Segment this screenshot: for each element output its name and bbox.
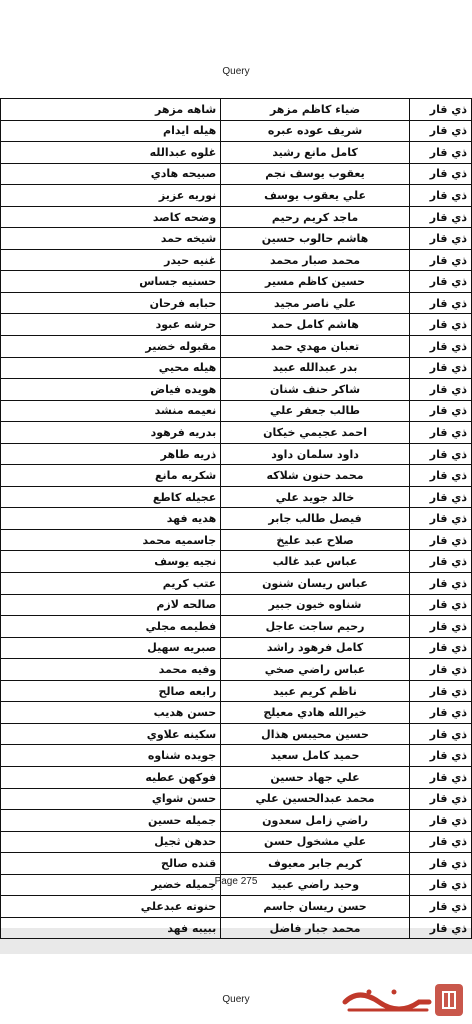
mother-name-cell: عتب كريم xyxy=(1,573,221,595)
name-cell: فيصل طالب جابر xyxy=(221,508,410,530)
table-row xyxy=(1,702,472,724)
table-row xyxy=(1,357,472,379)
province-cell: ذي قار xyxy=(409,810,471,832)
province-cell: ذي قار xyxy=(409,142,471,164)
table-row xyxy=(1,465,472,487)
name-cell: يعقوب يوسف نجم xyxy=(221,163,410,185)
page-number: Page 275 xyxy=(214,876,258,887)
name-cell: علي جهاد حسين xyxy=(221,766,410,788)
name-cell: تعبان مهدي حمد xyxy=(221,336,410,358)
mother-name-cell: جميله خضير xyxy=(1,874,221,896)
table-row xyxy=(1,917,472,939)
mother-name-cell: هيله محيي xyxy=(1,357,221,379)
table-row xyxy=(1,529,472,551)
table-row xyxy=(1,573,472,595)
province-cell: ذي قار xyxy=(409,249,471,271)
mother-name-cell: صبيحه هادي xyxy=(1,163,221,185)
mother-name-cell: صالحه لازم xyxy=(1,594,221,616)
province-cell: ذي قار xyxy=(409,874,471,896)
name-cell: خيرالله هادي معيلج xyxy=(221,702,410,724)
mother-name-cell: نعيمه منشد xyxy=(1,400,221,422)
province-cell: ذي قار xyxy=(409,228,471,250)
mother-name-cell: حنوته عبدعلي xyxy=(1,896,221,918)
name-cell: راضي زامل سعدون xyxy=(221,810,410,832)
mother-name-cell: صبريه سهيل xyxy=(1,637,221,659)
name-cell: هاشم حالوب حسين xyxy=(221,228,410,250)
name-cell: علي مشخول حسن xyxy=(221,831,410,853)
name-cell: رحيم ساجت عاجل xyxy=(221,616,410,638)
table-row xyxy=(1,508,472,530)
table-row xyxy=(1,271,472,293)
table-row xyxy=(1,788,472,810)
mother-name-cell: حدهن ثجيل xyxy=(1,831,221,853)
province-cell: ذي قار xyxy=(409,508,471,530)
province-cell: ذي قار xyxy=(409,357,471,379)
page-header-next: Query xyxy=(222,994,250,1005)
name-cell: محمد صبار محمد xyxy=(221,249,410,271)
province-cell: ذي قار xyxy=(409,292,471,314)
mother-name-cell: شاهه مزهر xyxy=(1,99,221,121)
name-cell: شاكر حنف شنان xyxy=(221,379,410,401)
province-cell: ذي قار xyxy=(409,185,471,207)
name-cell: بدر عبدالله عبيد xyxy=(221,357,410,379)
name-cell: حسن ريسان جاسم xyxy=(221,896,410,918)
province-cell: ذي قار xyxy=(409,379,471,401)
name-cell: علي ناصر مجيد xyxy=(221,292,410,314)
name-cell: عباس راضي صخي xyxy=(221,659,410,681)
mother-name-cell: حسن هديب xyxy=(1,702,221,724)
province-cell: ذي قار xyxy=(409,702,471,724)
province-cell: ذي قار xyxy=(409,831,471,853)
province-cell: ذي قار xyxy=(409,336,471,358)
table-row xyxy=(1,120,472,142)
province-cell: ذي قار xyxy=(409,163,471,185)
province-cell: ذي قار xyxy=(409,271,471,293)
name-cell: عباس ريسان شنون xyxy=(221,573,410,595)
page-header: Query xyxy=(222,66,250,77)
province-cell: ذي قار xyxy=(409,551,471,573)
province-cell: ذي قار xyxy=(409,723,471,745)
province-cell: ذي قار xyxy=(409,745,471,767)
table-row xyxy=(1,422,472,444)
table-row xyxy=(1,853,472,875)
records-table xyxy=(0,98,472,939)
table-row xyxy=(1,637,472,659)
province-cell: ذي قار xyxy=(409,917,471,939)
province-cell: ذي قار xyxy=(409,766,471,788)
table-row xyxy=(1,766,472,788)
mother-name-cell: قنده صالح xyxy=(1,853,221,875)
site-logo-watermark xyxy=(339,980,464,1020)
mother-name-cell: شيخه حمد xyxy=(1,228,221,250)
table-row xyxy=(1,551,472,573)
mother-name-cell: هيله ايدام xyxy=(1,120,221,142)
mother-name-cell: مقبوله خضير xyxy=(1,336,221,358)
province-cell: ذي قار xyxy=(409,400,471,422)
table-row xyxy=(1,142,472,164)
province-cell: ذي قار xyxy=(409,422,471,444)
name-cell: حميد كامل سعيد xyxy=(221,745,410,767)
name-cell: كريم جابر معيوف xyxy=(221,853,410,875)
name-cell: صلاح عبد عليخ xyxy=(221,529,410,551)
mother-name-cell: نجيه يوسف xyxy=(1,551,221,573)
mother-name-cell: بدريه فرهود xyxy=(1,422,221,444)
table-row xyxy=(1,163,472,185)
name-cell: شريف عوده عبره xyxy=(221,120,410,142)
name-cell: شناوه خيون جبير xyxy=(221,594,410,616)
name-cell: خالد جويد علي xyxy=(221,486,410,508)
table-row xyxy=(1,292,472,314)
province-cell: ذي قار xyxy=(409,853,471,875)
province-cell: ذي قار xyxy=(409,659,471,681)
mother-name-cell: ببيبه فهد xyxy=(1,917,221,939)
table-row xyxy=(1,185,472,207)
table-row xyxy=(1,400,472,422)
table-row xyxy=(1,745,472,767)
table-row xyxy=(1,336,472,358)
mother-name-cell: هديه فهد xyxy=(1,508,221,530)
mother-name-cell: ذريه طاهر xyxy=(1,443,221,465)
mother-name-cell: جاسميه محمد xyxy=(1,529,221,551)
table-row xyxy=(1,206,472,228)
name-cell: داود سلمان داود xyxy=(221,443,410,465)
table-row xyxy=(1,594,472,616)
records-table-body xyxy=(1,99,472,939)
mother-name-cell: حسن شواي xyxy=(1,788,221,810)
mother-name-cell: حسنيه جساس xyxy=(1,271,221,293)
province-cell: ذي قار xyxy=(409,206,471,228)
name-cell: محمد جبار فاضل xyxy=(221,917,410,939)
province-cell: ذي قار xyxy=(409,788,471,810)
province-cell: ذي قار xyxy=(409,99,471,121)
name-cell: ناظم كريم عبيد xyxy=(221,680,410,702)
table-row xyxy=(1,486,472,508)
mother-name-cell: جميله حسين xyxy=(1,810,221,832)
name-cell: محمد عبدالحسين علي xyxy=(221,788,410,810)
mother-name-cell: جويده شناوه xyxy=(1,745,221,767)
province-cell: ذي قار xyxy=(409,443,471,465)
mother-name-cell: نوريه عزيز xyxy=(1,185,221,207)
mother-name-cell: وفيه محمد xyxy=(1,659,221,681)
table-row xyxy=(1,723,472,745)
province-cell: ذي قار xyxy=(409,486,471,508)
province-cell: ذي قار xyxy=(409,465,471,487)
name-cell: وحيد راضي عبيد xyxy=(221,874,410,896)
name-cell: احمد عجيمي خيكان xyxy=(221,422,410,444)
table-row xyxy=(1,896,472,918)
table-row xyxy=(1,810,472,832)
table-row xyxy=(1,831,472,853)
province-cell: ذي قار xyxy=(409,637,471,659)
province-cell: ذي قار xyxy=(409,594,471,616)
logo-image xyxy=(339,980,464,1020)
mother-name-cell: غلوه عبدالله xyxy=(1,142,221,164)
name-cell: محمد حنون شلاكه xyxy=(221,465,410,487)
table-row xyxy=(1,443,472,465)
name-cell: ضياء كاظم مزهر xyxy=(221,99,410,121)
name-cell: كامل مانع رشيد xyxy=(221,142,410,164)
name-cell: ماجد كريم رحيم xyxy=(221,206,410,228)
mother-name-cell: فوكهن عطيه xyxy=(1,766,221,788)
name-cell: هاشم كامل حمد xyxy=(221,314,410,336)
mother-name-cell: حرشه عبود xyxy=(1,314,221,336)
mother-name-cell: هويده فياض xyxy=(1,379,221,401)
table-row xyxy=(1,99,472,121)
mother-name-cell: رابعه صالح xyxy=(1,680,221,702)
province-cell: ذي قار xyxy=(409,314,471,336)
table-row xyxy=(1,249,472,271)
mother-name-cell: فطيمه مجلي xyxy=(1,616,221,638)
province-cell: ذي قار xyxy=(409,616,471,638)
mother-name-cell: شكريه مانع xyxy=(1,465,221,487)
name-cell: كامل فرهود راشد xyxy=(221,637,410,659)
table-row xyxy=(1,379,472,401)
mother-name-cell: وضحه كاصد xyxy=(1,206,221,228)
name-cell: علي يعقوب يوسف xyxy=(221,185,410,207)
mother-name-cell: غنيه حيدر xyxy=(1,249,221,271)
province-cell: ذي قار xyxy=(409,529,471,551)
province-cell: ذي قار xyxy=(409,573,471,595)
name-cell: عباس عبد غالب xyxy=(221,551,410,573)
mother-name-cell: حبابه فرحان xyxy=(1,292,221,314)
table-row xyxy=(1,616,472,638)
name-cell: حسين محيبس هذال xyxy=(221,723,410,745)
name-cell: طالب جعفر علي xyxy=(221,400,410,422)
name-cell: حسين كاظم مسير xyxy=(221,271,410,293)
table-row xyxy=(1,228,472,250)
table-row xyxy=(1,680,472,702)
table-row xyxy=(1,659,472,681)
province-cell: ذي قار xyxy=(409,120,471,142)
province-cell: ذي قار xyxy=(409,680,471,702)
province-cell: ذي قار xyxy=(409,896,471,918)
mother-name-cell: سكينه علاوي xyxy=(1,723,221,745)
table-row xyxy=(1,314,472,336)
mother-name-cell: عجيله كاطع xyxy=(1,486,221,508)
